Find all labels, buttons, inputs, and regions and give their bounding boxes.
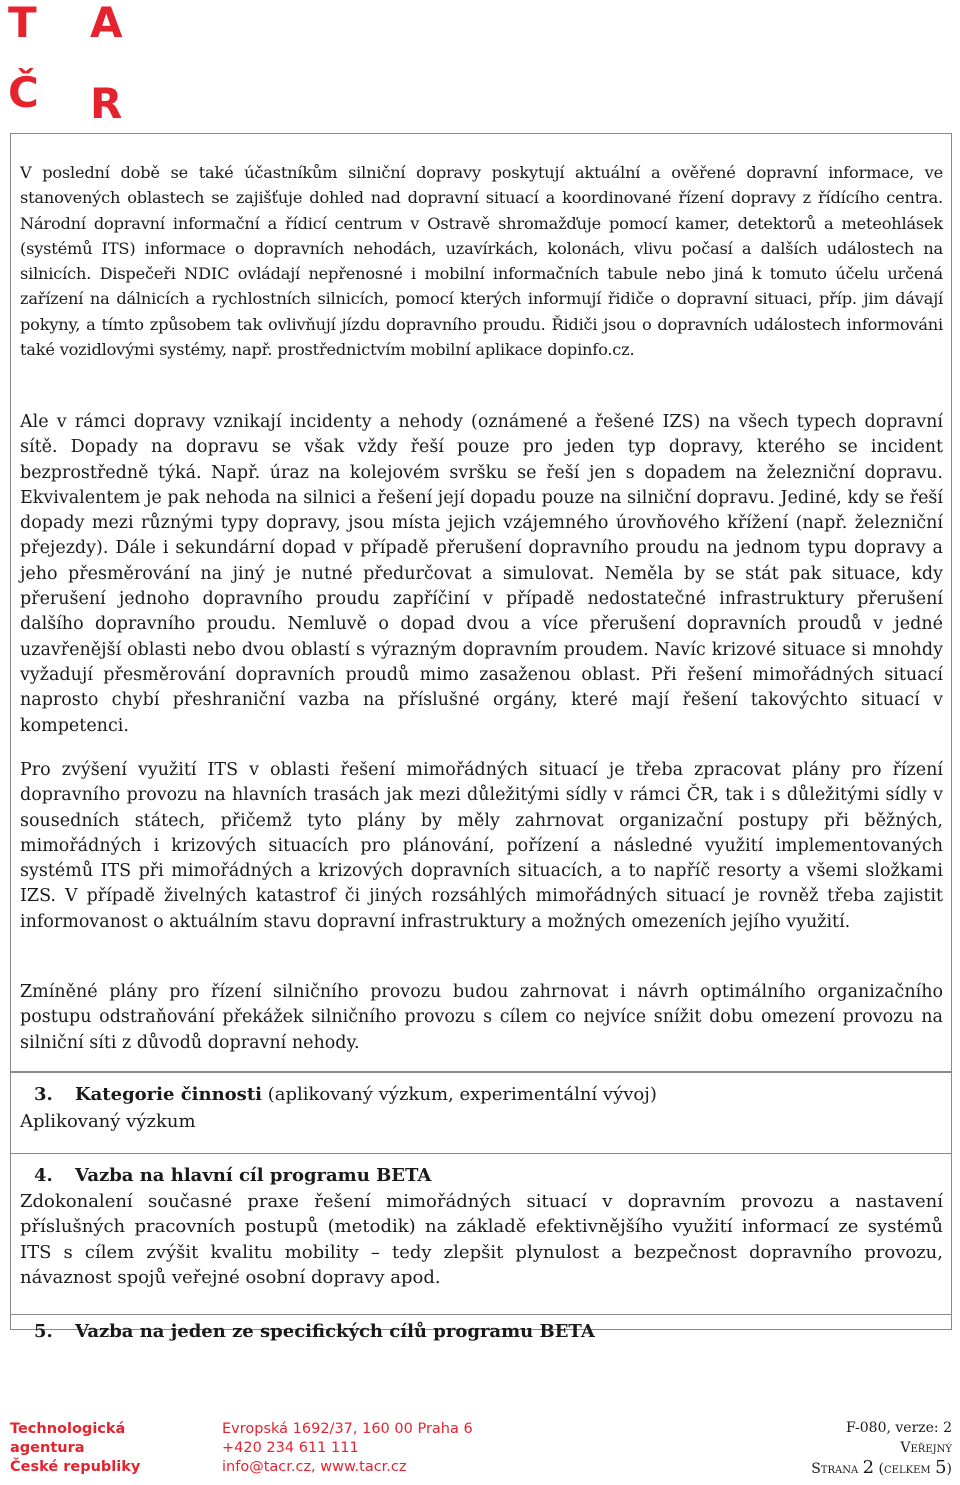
total-close: ) (946, 1461, 952, 1477)
section-number: 5. (34, 1321, 53, 1342)
org-line: agentura (10, 1440, 85, 1456)
total-label: (celkem (878, 1461, 931, 1477)
logo-letter-r: R (90, 79, 123, 128)
org-line: Technologická (10, 1421, 126, 1437)
section-4-heading (34, 1163, 431, 1188)
section-3-value: Aplikovaný výzkum (20, 1111, 196, 1132)
phone-line: +420 234 611 111 (222, 1440, 359, 1456)
total-number: 5 (935, 1457, 947, 1478)
page-indicator (712, 1458, 952, 1479)
form-id: F-080, verze: 2 (845, 1420, 952, 1436)
section-title: Vazba na jeden ze specifických cílů programu BETA (75, 1321, 595, 1342)
page-label: Strana (811, 1461, 859, 1477)
divider (11, 1314, 951, 1315)
section-number: 4. (34, 1165, 53, 1186)
section-title: Vazba na hlavní cíl programu BETA (75, 1165, 432, 1186)
footer-meta (712, 1418, 952, 1479)
page-number: 2 (862, 1457, 875, 1478)
section-title: Kategorie činnosti (75, 1084, 262, 1105)
paragraph-incidents: Ale v rámci dopravy vznikají incidenty a nehody (oznámené a řešené IZS) na všech typech dopravní sítě. Dopady na dopravu se však vždy řeší pouze pro jeden typ dopravy, kterého se incident bezprostředně týká. Např. úraz na kolejovém svršku se řeší jen s dopadem na železniční dopravu. Ekvivalentem je pak nehoda na silnici a řešení její dopadu pouze na silniční dopravu. Jediné, kdy se řeší dopady mezi různými typy dopravy, jsou místa jejich vzájemného úrovňového křížení (např. železniční přejezdy). Dále i sekundární dopad v případě přerušení dopravního proudu na jednom typu dopravy a jeho přesměrování na jiný je nutné předurčovat a simulovat. Neměla by se stát pak situace, kdy přerušení jednoho dopravního proudu zapříčiní v případě nedostatečné infrastruktury přerušení dalšího dopravního proudu. Nemluvě o dopad dvou a více přerušení dopravních proudů v jedné uzavřenější oblasti nebo dvou oblastí s výrazným dopravním proudem. Navíc krizové situace si mnohdy vyžadují přesměrování dopravních proudů mimo zasaženou oblast. Při řešení mimořádných situací naprosto chybí přeshraniční vazba na příslušné orgány, které mají řešení takovýchto situací v kompetenci. (20, 412, 943, 736)
divider (11, 1153, 951, 1154)
org-line: České republiky (10, 1459, 141, 1475)
address-line: Evropská 1692/37, 160 00 Praha 6 (222, 1421, 473, 1437)
section-4-text: Zdokonalení současné praxe řešení mimořádných situací v dopravním provozu a nastavení příslušných pracovních postupů (metodik) na základě efektivnějšího využití informací ze systémů ITS s cílem zvýšit kvalitu mobility – tedy zlepšit plynulost a bezpečnost dopravního provozu, návaznost spojů veřejné osobní dopravy apod. (20, 1191, 943, 1288)
tacr-logo (8, 0, 138, 128)
contact-line: info@tacr.cz, www.tacr.cz (222, 1459, 407, 1475)
section-5-heading (34, 1319, 595, 1344)
section-number: 3. (34, 1084, 53, 1105)
paragraph-traffic-info: V poslední době se také účastníkům silniční dopravy poskytují aktuální a ověřené dopravní informace, ve stanovených oblastech se zajišťuje dohled nad dopravní situací a koordinované řízení dopravy z řídícího centra. Národní dopravní informační a řídicí centrum v Ostravě shromažďuje pomocí kamer, detektorů a meteohlásek (systémů ITS) informace o dopravních nehodách, uzavírkách, kolonách, vlivu počasí a dalších událostech na silnicích. Dispečeři NDIC ovládají nepřenosné i mobilní informačních tabule nebo jiná k tomuto účelu určená zařízení na dálnicích a rychlostních silnicích, pomocí kterých informují řidiče o dopravní situaci, příp. jim dávají pokyny, a tímto způsobem tak ovlivňují jízdu dopravního proudu. Řidiči jsou o dopravních událostech informováni také vozidlovými systémy, např. prostřednictvím mobilní aplikace dopinfo.cz. (20, 163, 943, 360)
section-3-heading (34, 1082, 657, 1107)
logo-letter-a: A (90, 0, 123, 47)
footer-address (222, 1420, 522, 1477)
classification: Veřejný (900, 1440, 952, 1456)
paragraph-its-plans: Pro zvýšení využití ITS v oblasti řešení mimořádných situací je třeba zpracovat plány pro řízení dopravního provozu na hlavních trasách jak mezi důležitými sídly v rámci ČR, tak i s důležitými sídly v sousedních státech, přičemž tyto plány by měly zahrnovat organizační postupy při běžných, mimořádných i krizových situacích pro plánování, pořízení a následné využití implementovaných systémů ITS při mimořádných a krizových dopravních situacích, a to napříč resorty a všemi složkami IZS. V případě živelných katastrof či jiných rozsáhlých mimořádných situací je rovněž třeba zajistit informovanost o aktuálním stavu dopravní infrastruktury a možných omezeních jejího využití. (20, 760, 943, 932)
logo-letter-t: T (8, 0, 37, 47)
section-subtitle: (aplikovaný výzkum, experimentální vývoj) (261, 1084, 657, 1105)
paragraph-road-plans: Zmíněné plány pro řízení silničního provozu budou zahrnovat i návrh optimálního organizačního postupu odstraňování překážek silničního provozu s cílem co nejvíce snížit dobu omezení provozu na silniční síti z důvodů dopravní nehody. (20, 982, 943, 1053)
logo-letter-c: Č (8, 68, 39, 117)
footer-organization (10, 1420, 150, 1477)
